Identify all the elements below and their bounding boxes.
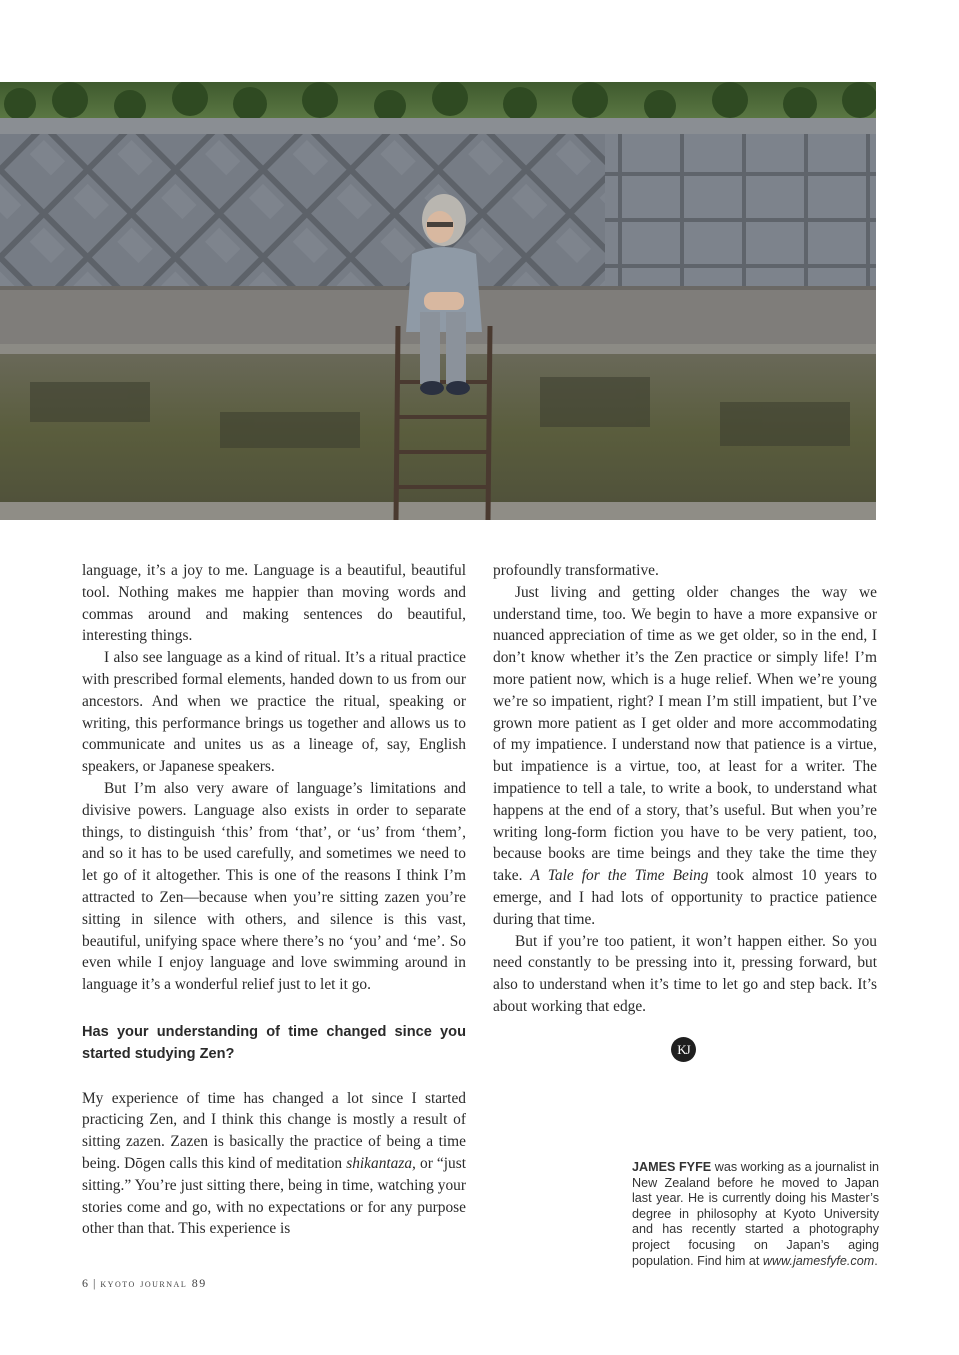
kj-logo-icon: KJ <box>671 1037 696 1062</box>
bio-text: was working as a journalist in New Zealand before he moved to Japan last year. He is currently doing his Master’s degree in philosophy at Kyoto University and has recently started a photography project focusing on Japan’s aging population. Find him at <box>632 1160 879 1268</box>
right-paragraph-3: But if you’re too patient, it won’t happen either. So you need constantly to be pressing into it, pressing forward, but also to understand when it’s time to let go and step back. It’s about working that edge. <box>493 932 877 1015</box>
header-photo <box>0 82 876 520</box>
right-paragraph-2 <box>493 582 877 931</box>
photo-illustration <box>0 82 876 520</box>
bio-name: JAMES FYFE <box>632 1160 712 1174</box>
bio-end: . <box>874 1253 878 1268</box>
journal-name: kyoto journal 89 <box>100 1276 207 1290</box>
left-column <box>82 560 466 1240</box>
left-paragraph-4-start: My experience of time has changed a lot since I started practicing Zen, and I think this change is mostly a result of sitting zazen. Zazen is basically the practice of being a time being. Dōgen calls this kind of meditation <box>82 1089 466 1172</box>
page-number: 6 <box>82 1276 89 1290</box>
interview-question: Has your understanding of time changed since you started studying Zen? <box>82 1023 466 1062</box>
right-column <box>493 560 877 1018</box>
left-paragraph-1: language, it’s a joy to me. Language is a beautiful, beautiful tool. Nothing makes me happier than moving words and commas around and making sentences do beautiful, interesting things. <box>82 562 466 645</box>
left-paragraph-4-end: or “just sitting.” You’re just sitting there, being in time, watching your stories come and go, with no expectations or for any purpose other than that. This experience is <box>82 1154 466 1238</box>
right-paragraph-2-start: Just living and getting older changes the way we understand time, too. We begin to have a more expansive or nuanced appreciation of time as we get older, so in the end, I don’t know whether it’s the Zen practice or simply life! I’m more patient now, which is a huge relief. When we’re young we’re so impatient, right? I mean I’m still impatient, but I’ve grown more patient as I get older and more accommodating of my impatience. I understand now that patience is a virtue, but impatience is a virtue, too, at least for a writer. The impatience to tell a tale, to write a book, to understand what happens at the end of a story, that’s useful. But when you’re writing long-form fiction you have to be very patient, too, because books are time beings and they take the time they take. <box>493 583 877 885</box>
book-title: A Tale for the Time Being <box>530 867 709 885</box>
bio-link[interactable]: www.jamesfyfe.com <box>762 1253 875 1268</box>
left-paragraph-4 <box>82 1088 466 1241</box>
footer-separator: | <box>93 1276 97 1290</box>
right-paragraph-2-end: took almost 10 years to emerge, and I had lots of opportunity to practice patience during that time. <box>493 867 877 928</box>
author-bio <box>632 1160 879 1269</box>
left-paragraph-3: But I’m also very aware of language’s limitations and divisive powers. Language also exists in order to separate things, to distinguish ‘this’ from ‘that’, or ‘us’ from ‘them’, and so it has to be used carefully, and sometimes we need to let go of it altogether. This is one of the reasons I think I’m attracted to Zen—because when you’re sitting zazen you’re sitting in silence with others, and silence is this vast, beautiful, unifying space where there’s no ‘you’ and ‘me’. So even while I enjoy language and love swimming around in language it’s a wonderful relief just to let it go. <box>82 779 466 994</box>
left-paragraph-2: I also see language as a kind of ritual. It’s a ritual practice with prescribed formal elements, handed down to us from our ancestors. And when we practice the ritual, speaking or writing, this performance brings us together and allows us to communicate and unites us as a lineage of, say, English speakers, or Japanese speakers. <box>82 649 466 776</box>
right-paragraph-1: profoundly transformative. <box>493 562 659 579</box>
left-paragraph-4-italic: shikantaza, <box>346 1154 416 1172</box>
page-footer <box>82 1276 207 1291</box>
